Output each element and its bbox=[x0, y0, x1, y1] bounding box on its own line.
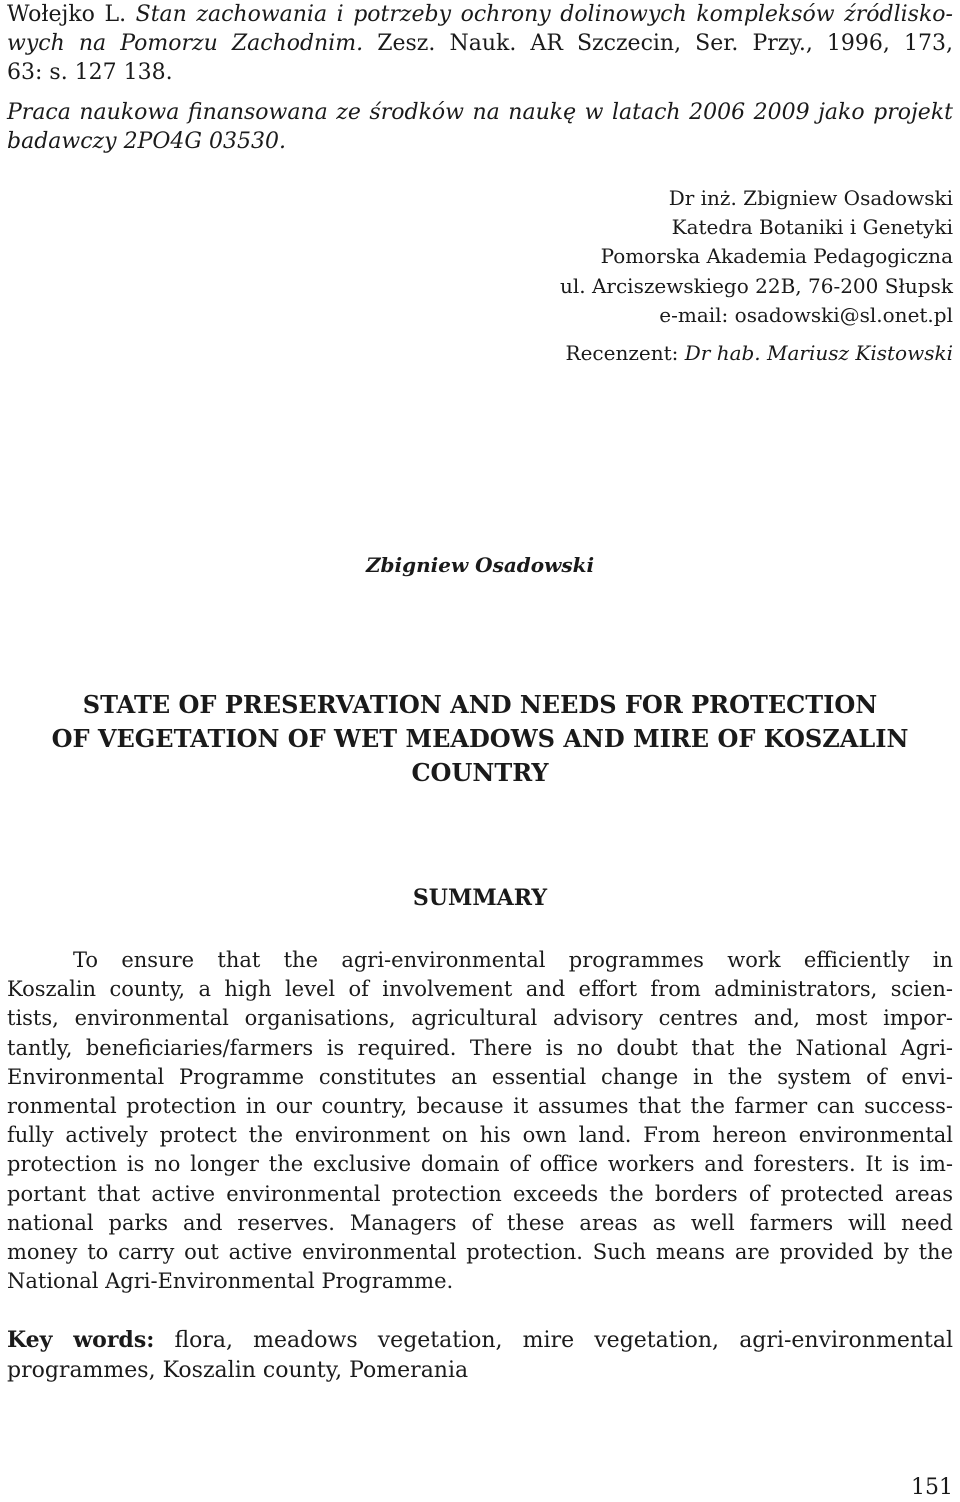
title-line: COUNTRY bbox=[411, 758, 549, 787]
reference-source: Zesz. Nauk. AR Szczecin, Ser. Przy., 1996, 173, bbox=[363, 31, 953, 56]
keywords-line bbox=[7, 1326, 953, 1356]
summary-line: protection is no longer the exclusive domain of office workers and foresters. It is im- bbox=[7, 1152, 953, 1177]
reviewer bbox=[566, 339, 953, 368]
paper-title bbox=[0, 688, 960, 790]
author-affiliation bbox=[560, 184, 953, 330]
affiliation-name: Dr inż. Zbigniew Osadowski bbox=[668, 186, 953, 210]
reviewer-label: Recenzent: bbox=[565, 341, 685, 365]
summary-line: national parks and reserves. Managers of these areas as well farmers will need bbox=[7, 1210, 953, 1235]
affiliation-department: Katedra Botaniki i Genetyki bbox=[671, 215, 953, 240]
summary-line: fully actively protect the environment on his own land. From hereon environmental bbox=[7, 1123, 953, 1148]
funding-line: Praca naukowa finansowana ze środków na naukę w latach 2006 2009 jako projekt bbox=[7, 100, 953, 125]
keywords-values: programmes, Koszalin county, Pomerania bbox=[7, 1357, 469, 1383]
reference-line bbox=[7, 29, 953, 58]
reference-wolejko bbox=[7, 0, 953, 87]
keywords-values: flora, meadows vegetation, mire vegetation, agri-environmental bbox=[154, 1328, 954, 1353]
keywords-label: Key words: bbox=[7, 1327, 155, 1353]
summary-line: portant that active environmental protection exceeds the borders of protected areas bbox=[7, 1181, 953, 1206]
summary-line: To ensure that the agri-environmental programmes work efficiently in bbox=[73, 948, 953, 972]
paper-author: Zbigniew Osadowski bbox=[365, 553, 595, 577]
keywords bbox=[7, 1326, 953, 1385]
reference-author: Wołejko L. bbox=[7, 2, 136, 27]
summary-line: Environmental Programme constitutes an essential change in the system of envi- bbox=[7, 1064, 953, 1089]
summary-line: ronmental protection in our country, because it assumes that the farmer can success- bbox=[7, 1094, 953, 1119]
funding-line: badawczy 2PO4G 03530. bbox=[7, 129, 286, 154]
summary-heading: SUMMARY bbox=[412, 885, 548, 911]
summary-line: money to carry out active environmental protection. Such means are provided by the bbox=[7, 1240, 953, 1265]
reviewer-name: Dr hab. Mariusz Kistowski bbox=[684, 341, 953, 365]
affiliation-institution: Pomorska Akademia Pedagogiczna bbox=[600, 244, 953, 269]
summary-line: Koszalin county, a high level of involvement and effort from administrators, scien- bbox=[7, 977, 953, 1002]
summary-line: tists, environmental organisations, agricultural advisory centres and, most impor- bbox=[7, 1006, 953, 1031]
title-line: OF VEGETATION OF WET MEADOWS AND MIRE OF KOSZALIN bbox=[51, 724, 909, 753]
page-number: 151 bbox=[911, 1475, 953, 1500]
summary-line: tantly, beneficiaries/farmers is required. There is no doubt that the National Agri- bbox=[7, 1035, 953, 1060]
summary-line: National Agri-Environmental Programme. bbox=[7, 1269, 454, 1294]
reference-pages: 63: s. 127 138. bbox=[7, 60, 173, 85]
summary-body bbox=[7, 946, 953, 1296]
title-line: STATE OF PRESERVATION AND NEEDS FOR PROTECTION bbox=[82, 690, 878, 719]
affiliation-email[interactable]: e-mail: osadowski@sl.onet.pl bbox=[659, 302, 953, 327]
reference-title: wych na Pomorzu Zachodnim. bbox=[7, 31, 364, 56]
reference-title: Stan zachowania i potrzeby ochrony dolinowych kompleksów źródlisko- bbox=[135, 2, 953, 27]
funding-note bbox=[7, 98, 953, 156]
affiliation-address: ul. Arciszewskiego 22B, 76-200 Słupsk bbox=[559, 273, 953, 298]
reference-line bbox=[7, 0, 953, 29]
